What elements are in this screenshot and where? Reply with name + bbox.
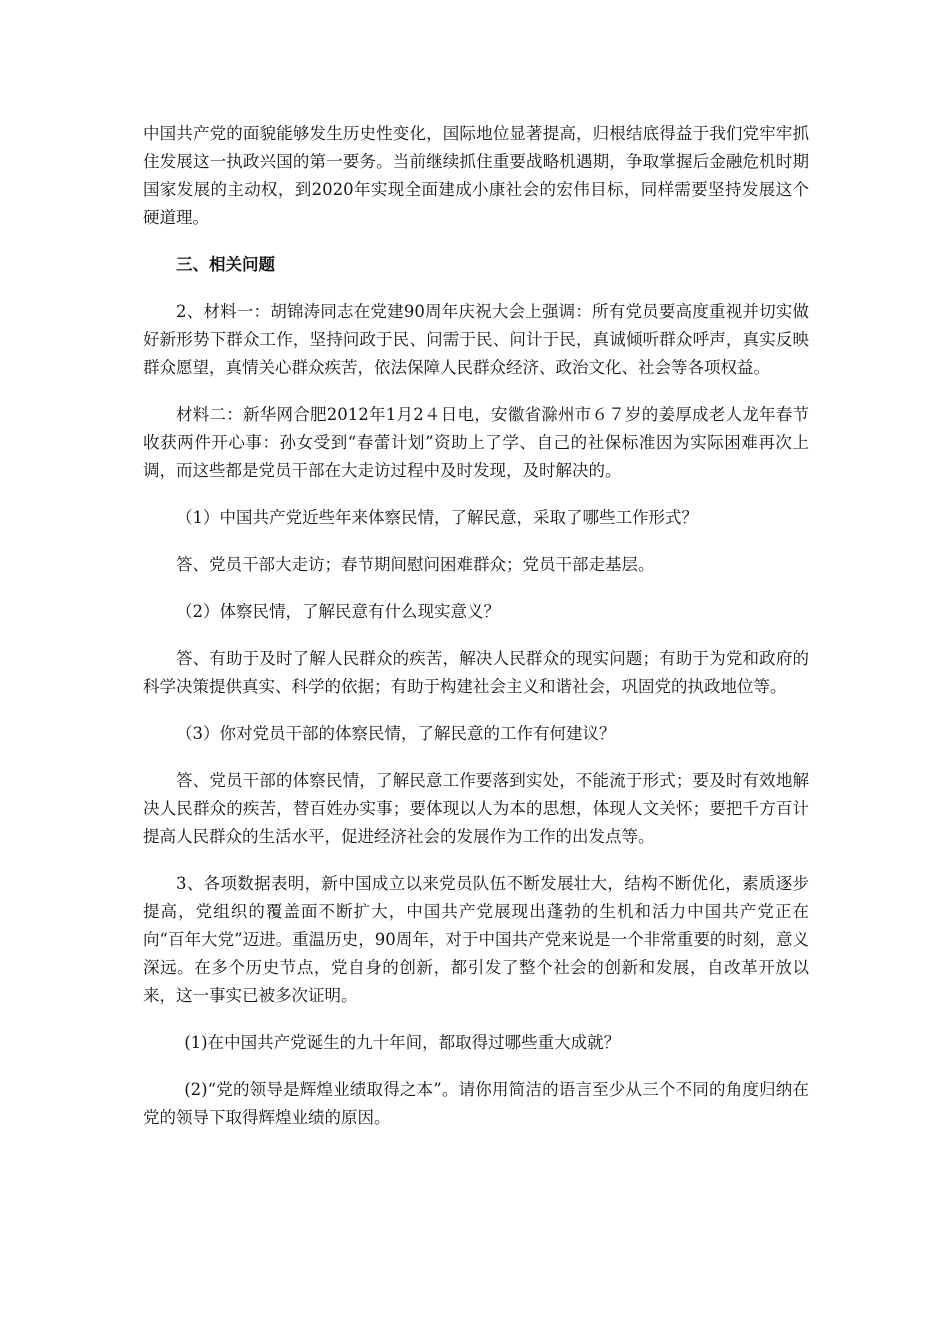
- answer-2-1: 答、党员干部大走访；春节期间慰问困难群众；党员干部走基层。: [176, 555, 655, 574]
- question-2-material-2: 材料二：新华网合肥2012年1月2４日电，安徽省滁州市６７岁的姜厚成老人龙年春节收获两件开心事：孙女受到“春蕾计划”资助上了学、自己的社保标准因为实际困难再次上调，而这些都是党员干部在大走访过程中及时发现，及时解决的。: [143, 405, 809, 480]
- answer-2-3: 答、党员干部的体察民情，了解民意工作要落到实处，不能流于形式；要及时有效地解决人民群众的疾苦，替百姓办实事；要体现以人为本的思想，体现人文关怀；要把千方百计提高人民群众的生活水平，促进经济社会的发展作为工作的出发点等。: [143, 771, 809, 846]
- section-heading: 三、相关问题: [176, 255, 275, 274]
- question-3-material: 3、各项数据表明，新中国成立以来党员队伍不断发展壮大，结构不断优化，素质逐步提高，党组织的覆盖面不断扩大，中国共产党展现出蓬勃的生机和活力中国共产党正在向“百年大党”迈进。重温历史，90周年，对于中国共产党来说是一个非常重要的时刻，意义深远。在多个历史节点，党自身的创新，都引发了整个社会的创新和发展，自改革开放以来，这一事实已被多次证明。: [143, 874, 809, 1005]
- question-2-material-1: 2、材料一：胡锦涛同志在党建90周年庆祝大会上强调：所有党员要高度重视并切实做好新形势下群众工作，坚持问政于民、问需于民、问计于民，真诚倾听群众呼声，真实反映群众愿望，真情关心群众疾苦，依法保障人民群众经济、政治文化、社会等各项权益。: [143, 302, 809, 377]
- question-3-2: (2)“党的领导是辉煌业绩取得之本”。请你用简洁的语言至少从三个不同的角度归纳在党的领导下取得辉煌业绩的原因。: [143, 1080, 809, 1127]
- answer-2-2: 答、有助于及时了解人民群众的疾苦，解决人民群众的现实问题；有助于为党和政府的科学决策提供真实、科学的依据；有助于构建社会主义和谐社会，巩固党的执政地位等。: [143, 649, 809, 696]
- question-2-1: （1）中国共产党近些年来体察民情，了解民意，采取了哪些工作形式？: [176, 508, 698, 527]
- question-3-1: (1)在中国共产党诞生的九十年间，都取得过哪些重大成就？: [184, 1033, 621, 1052]
- intro-paragraph: 中国共产党的面貌能够发生历史性变化，国际地位显著提高，归根结底得益于我们党牢牢抓住发展这一执政兴国的第一要务。当前继续抓住重要战略机遇期，争取掌握后金融危机时期国家发展的主动权，到2020年实现全面建成小康社会的宏伟目标，同样需要坚持发展这个硬道理。: [143, 124, 809, 227]
- question-2-3: （3）你对党员干部的体察民情，了解民意的工作有何建议？: [176, 724, 616, 743]
- document-body: [143, 120, 809, 1151]
- question-2-2: （2）体察民情，了解民意有什么现实意义？: [176, 602, 500, 621]
